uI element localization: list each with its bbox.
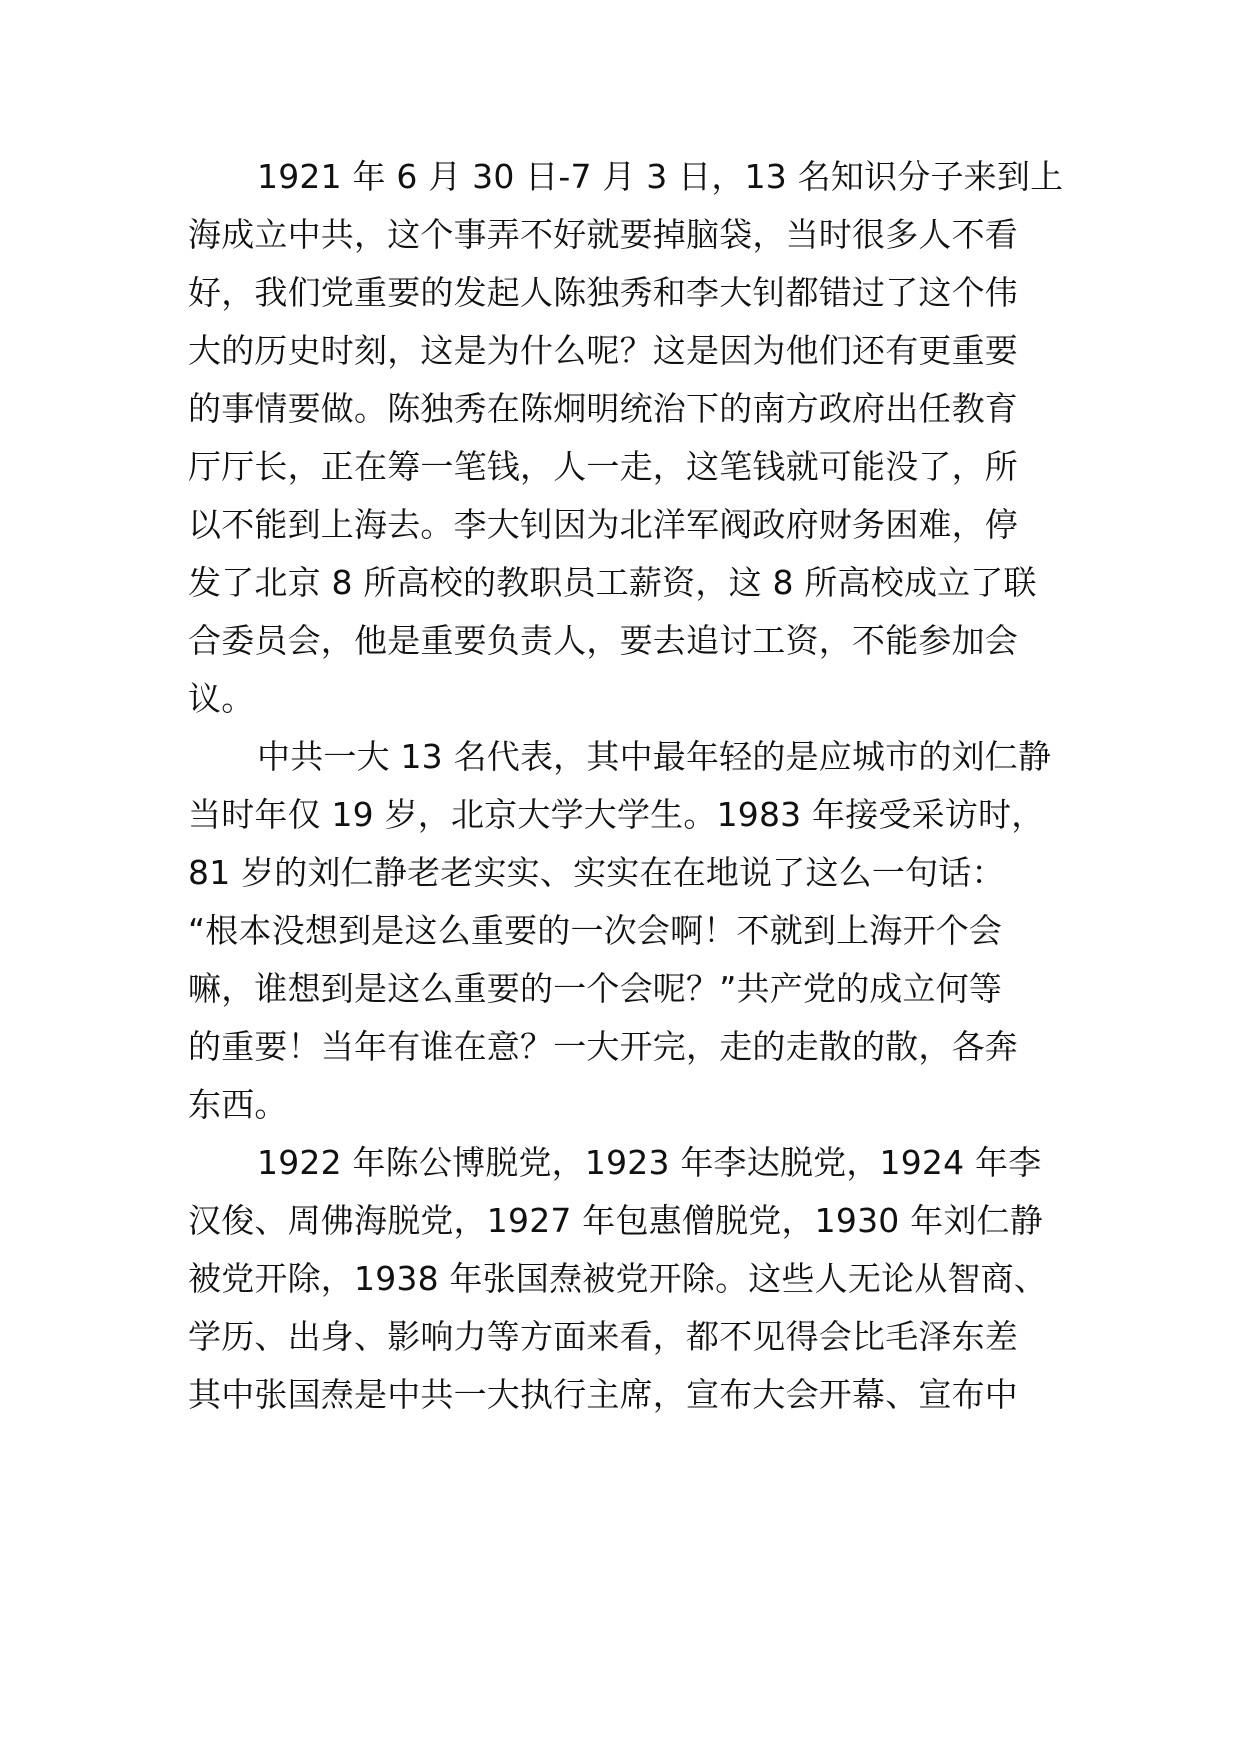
text-line: 1921 年 6 月 30 日-7 月 3 日，13 名知识分子来到上	[257, 157, 1064, 196]
text-line: 的事情要做。陈独秀在陈炯明统治下的南方政府出任教育	[188, 389, 1018, 428]
text-line: 汉俊、周佛海脱党，1927 年包惠僧脱党，1930 年刘仁静	[188, 1201, 1043, 1240]
text-line: 当时年仅 19 岁，北京大学大学生。1983 年接受采访时，	[188, 795, 1045, 834]
text-line: 81 岁的刘仁静老老实实、实实在在地说了这么一句话：	[188, 853, 1005, 892]
text-line: 议。	[188, 679, 255, 718]
text-line: 海成立中共，这个事弄不好就要掉脑袋，当时很多人不看	[188, 215, 1018, 254]
text-line: 大的历史时刻，这是为什么呢？这是因为他们还有更重要	[188, 331, 1018, 370]
text-line: 学历、出身、影响力等方面来看，都不见得会比毛泽东差	[188, 1317, 1018, 1356]
text-line: 中共一大 13 名代表，其中最年轻的是应城市的刘仁静	[257, 737, 1052, 776]
text-line: 的重要！当年有谁在意？一大开完，走的走散的散，各奔	[188, 1027, 1018, 1066]
text-line: “根本没想到是这么重要的一次会啊！不就到上海开个会	[188, 911, 1003, 950]
text-line: 厅厅长，正在筹一笔钱，人一走，这笔钱就可能没了，所	[188, 447, 1018, 486]
text-line: 嘛，谁想到是这么重要的一个会呢？”共产党的成立何等	[188, 969, 1003, 1008]
text-line: 以不能到上海去。李大钊因为北洋军阀政府财务困难，停	[188, 505, 1018, 544]
text-line: 东西。	[188, 1085, 288, 1124]
text-line: 1922 年陈公博脱党，1923 年李达脱党，1924 年李	[257, 1143, 1042, 1182]
text-line: 合委员会，他是重要负责人，要去追讨工资，不能参加会	[188, 621, 1018, 660]
text-line: 被党开除，1938 年张国焘被党开除。这些人无论从智商、	[188, 1259, 1048, 1298]
text-line: 发了北京 8 所高校的教职员工薪资，这 8 所高校成立了联	[188, 563, 1037, 602]
text-line: 好，我们党重要的发起人陈独秀和李大钊都错过了这个伟	[188, 273, 1018, 312]
text-line: 其中张国焘是中共一大执行主席，宣布大会开幕、宣布中	[188, 1375, 1018, 1414]
